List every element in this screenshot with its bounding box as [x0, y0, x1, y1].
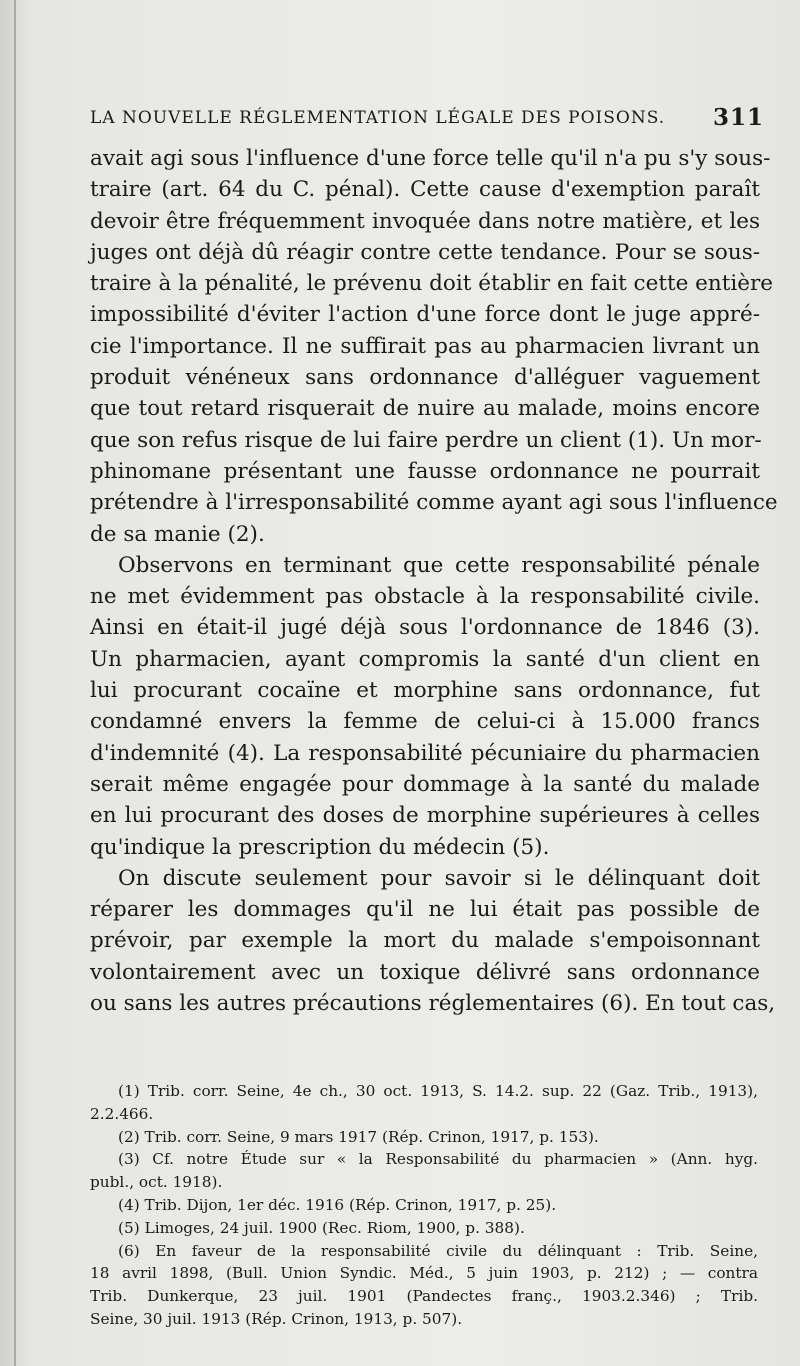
text-line: devoir être fréquemment invoquée dans notre matière, et les	[90, 208, 760, 234]
text-line: prétendre à l'irresponsabilité comme ayant agi sous l'influence	[90, 490, 778, 516]
footnote-line: 18 avril 1898, (Bull. Union Syndic. Méd., 5 juin 1903, p. 212) ; — contra	[90, 1264, 758, 1283]
text-line: qu'indique la prescription du médecin (5).	[90, 834, 550, 860]
text-line: lui procurant cocaïne et morphine sans ordonnance, fut	[90, 678, 760, 704]
text-line: Observons en terminant que cette responsabilité pénale	[118, 552, 760, 578]
text-line: traire (art. 64 du C. pénal). Cette cause d'exemption paraît	[90, 177, 760, 203]
footnote-line: (6) En faveur de la responsabilité civile du délinquant : Trib. Seine,	[118, 1241, 758, 1260]
text-line: ou sans les autres précautions réglementaires (6). En tout cas,	[90, 991, 776, 1017]
text-line: phinomane présentant une fausse ordonnance ne pourrait	[90, 458, 760, 484]
text-line: que son refus risque de lui faire perdre un client (1). Un mor-	[90, 427, 762, 453]
footnote-line: publ., oct. 1918).	[90, 1173, 223, 1192]
footnote-line: Trib. Dunkerque, 23 juil. 1901 (Pandectes franç., 1903.2.346) ; Trib.	[90, 1287, 758, 1306]
footnote-line: (1) Trib. corr. Seine, 4e ch., 30 oct. 1913, S. 14.2. sup. 22 (Gaz. Trib., 1913),	[118, 1082, 758, 1100]
page-edge-shadow	[14, 0, 16, 1366]
text-line: Un pharmacien, ayant compromis la santé d'un client en	[90, 646, 760, 672]
footnote-line: (2) Trib. corr. Seine, 9 mars 1917 (Rép. Crinon, 1917, p. 153).	[118, 1127, 599, 1146]
text-line: serait même engagée pour dommage à la santé du malade	[90, 771, 760, 797]
footnote-line: (5) Limoges, 24 juil. 1900 (Rec. Riom, 1900, p. 388).	[118, 1218, 525, 1237]
text-line: juges ont déjà dû réagir contre cette tendance. Pour se sous-	[90, 239, 760, 265]
text-line: On discute seulement pour savoir si le délinquant doit	[118, 865, 760, 891]
running-header	[90, 104, 770, 134]
text-line: traire à la pénalité, le prévenu doit établir en fait cette entière	[90, 271, 773, 297]
page-number: 311	[712, 104, 764, 131]
footnotes	[90, 1080, 758, 1331]
text-line: condamné envers la femme de celui-ci à 15.000 francs	[90, 709, 760, 735]
text-line: Ainsi en était-il jugé déjà sous l'ordonnance de 1846 (3).	[90, 615, 760, 641]
text-line: que tout retard risquerait de nuire au malade, moins encore	[90, 396, 760, 422]
text-line: impossibilité d'éviter l'action d'une force dont le juge appré-	[90, 302, 760, 328]
text-line: en lui procurant des doses de morphine supérieures à celles	[90, 803, 760, 829]
footnote-line: (4) Trib. Dijon, 1er déc. 1916 (Rép. Crinon, 1917, p. 25).	[118, 1195, 557, 1214]
body-text	[90, 143, 778, 1019]
footnote-line: (3) Cf. notre Étude sur « la Responsabilité du pharmacien » (Ann. hyg.	[118, 1150, 758, 1169]
text-line: volontairement avec un toxique délivré sans ordonnance	[90, 959, 760, 985]
text-line: réparer les dommages qu'il ne lui était pas possible de	[90, 897, 760, 923]
text-line: ne met évidemment pas obstacle à la responsabilité civile.	[90, 584, 760, 610]
text-line: de sa manie (2).	[90, 521, 265, 547]
running-title: LA NOUVELLE RÉGLEMENTATION LÉGALE DES POISONS.	[90, 108, 666, 128]
footnote-line: 2.2.466.	[90, 1104, 154, 1123]
footnote-line: Seine, 30 juil. 1913 (Rép. Crinon, 1913, p. 507).	[90, 1309, 463, 1328]
text-line: avait agi sous l'influence d'une force telle qu'il n'a pu s'y sous-	[90, 146, 771, 171]
text-line: cie l'importance. Il ne suffirait pas au pharmacien livrant un	[90, 333, 760, 359]
text-line: d'indemnité (4). La responsabilité pécuniaire du pharmacien	[90, 740, 760, 766]
text-line: produit vénéneux sans ordonnance d'alléguer vaguement	[90, 365, 760, 391]
text-line: prévoir, par exemple la mort du malade s'empoisonnant	[90, 928, 760, 954]
